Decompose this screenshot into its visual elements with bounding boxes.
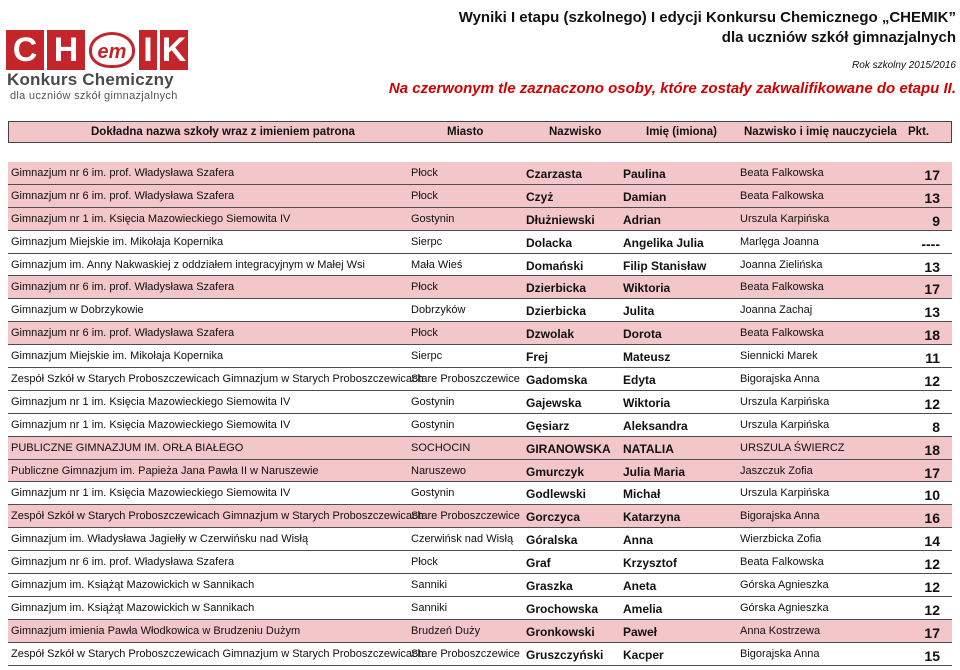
cell-points: 12 xyxy=(924,556,940,573)
qualification-note: Na czerwonym tle zaznaczono osoby, które zostały zakwalifikowane do etapu II. xyxy=(388,80,956,97)
cell-surname: Góralska xyxy=(526,533,578,548)
cell-surname: Gorczyca xyxy=(526,510,581,525)
cell-points: 8 xyxy=(932,418,940,435)
cell-surname: Gronkowski xyxy=(526,624,595,639)
cell-school: Gimnazjum nr 6 im. prof. Władysława Szafera xyxy=(11,556,235,569)
cell-school: Gimnazjum nr 1 im. Księcia Mazowieckiego Siemowita IV xyxy=(11,487,291,500)
cell-school: Zespół Szkół w Starych Proboszczewicach Gimnazjum w Starych Proboszczewicach xyxy=(11,647,424,660)
cell-city: Płock xyxy=(411,189,438,202)
cell-name: Amelia xyxy=(623,601,663,616)
cell-points: 17 xyxy=(924,624,940,641)
cell-teacher: Siennicki Marek xyxy=(740,350,818,363)
logo-letter-h: H xyxy=(47,30,85,70)
logo-letter-tiles xyxy=(6,30,188,70)
col-school: Dokładna nazwa szkoły wraz z imieniem patrona xyxy=(91,126,355,138)
table-row xyxy=(8,505,952,528)
cell-surname: Czarzasta xyxy=(526,167,583,181)
cell-school: Gimnazjum nr 6 im. prof. Władysława Szafera xyxy=(11,327,235,340)
cell-teacher: Bigorajska Anna xyxy=(740,510,820,523)
cell-school: Gimnazjum Miejskie im. Mikołaja Kopernika xyxy=(11,350,224,363)
cell-school: Gimnazjum nr 1 im. Księcia Mazowieckiego Siemowita IV xyxy=(11,212,291,225)
cell-surname: Gęsiarz xyxy=(526,418,570,433)
cell-name: Paulina xyxy=(623,167,666,181)
table-row xyxy=(8,597,952,620)
cell-city: Gostynin xyxy=(411,395,455,408)
cell-teacher: Marlęga Joanna xyxy=(740,235,819,248)
cell-name: Wiktoria xyxy=(623,395,671,410)
cell-teacher: Beata Falkowska xyxy=(740,167,824,179)
cell-surname: Gadomska xyxy=(526,373,588,388)
cell-school: Gimnazjum im. Książąt Mazowickich w Sannikach xyxy=(11,601,255,614)
cell-city: Stare Proboszczewice xyxy=(411,373,520,386)
cell-surname: Dolacka xyxy=(526,235,573,250)
cell-name: Filip Stanisław xyxy=(623,258,707,273)
table-header xyxy=(8,121,952,143)
school-year: Rok szkolny 2015/2016 xyxy=(852,60,956,71)
logo-letter-k: K xyxy=(161,31,187,69)
cell-city: Sanniki xyxy=(411,601,448,614)
table-row xyxy=(8,345,952,368)
cell-school: Gimnazjum w Dobrzykowie xyxy=(11,304,144,317)
cell-surname: Godlewski xyxy=(526,487,587,502)
table-row xyxy=(8,414,952,437)
cell-points: 12 xyxy=(924,395,940,412)
cell-city: Sanniki xyxy=(411,579,448,592)
cell-school: Gimnazjum im. Władysława Jagiełły w Czerwińsku nad Wisłą xyxy=(11,533,309,546)
table-row xyxy=(8,574,952,597)
cell-teacher: Bigorajska Anna xyxy=(740,647,820,660)
cell-teacher: Jaszczuk Zofia xyxy=(740,464,813,477)
logo-letter-em: em xyxy=(89,32,135,68)
cell-surname: Dzierbicka xyxy=(526,304,587,319)
table-row xyxy=(8,482,952,505)
table-row xyxy=(8,551,952,574)
cell-name: NATALIA xyxy=(623,441,674,456)
col-points: Pkt. xyxy=(908,126,930,138)
table-row xyxy=(8,185,952,208)
cell-teacher: Górska Agnieszka xyxy=(740,601,829,614)
cell-name: Edyta xyxy=(623,373,656,388)
logo-title: Konkurs Chemiczny xyxy=(7,70,174,89)
cell-points: 11 xyxy=(925,350,940,367)
cell-school: Gimnazjum nr 6 im. prof. Władysława Szafera xyxy=(11,189,235,202)
table-row xyxy=(8,299,952,322)
cell-surname: Dzwolak xyxy=(526,327,575,342)
cell-teacher: Beata Falkowska xyxy=(740,556,824,569)
logo-letter-i: I xyxy=(139,30,157,70)
cell-surname: Grochowska xyxy=(526,601,599,616)
cell-surname: Czyż xyxy=(526,189,554,204)
cell-name: Damian xyxy=(623,189,667,204)
cell-points: 16 xyxy=(924,510,940,527)
cell-school: Gimnazjum nr 1 im. Księcia Mazowieckiego Siemowita IV xyxy=(11,395,291,408)
cell-surname: Domański xyxy=(526,258,584,273)
cell-city: Mała Wieś xyxy=(411,258,463,271)
cell-teacher: Górska Agnieszka xyxy=(740,579,829,592)
table-row xyxy=(8,643,952,666)
logo-letter-c: C xyxy=(6,30,44,70)
cell-points: 10 xyxy=(924,487,940,504)
cell-school: Gimnazjum Miejskie im. Mikołaja Kopernika xyxy=(11,235,224,248)
cell-school: Gimnazjum nr 6 im. prof. Władysława Szafera xyxy=(11,281,235,294)
cell-points: ---- xyxy=(921,235,940,252)
cell-city: Gostynin xyxy=(411,487,455,500)
cell-name: Paweł xyxy=(623,624,658,639)
table-row xyxy=(8,391,952,414)
col-name: Imię (imiona) xyxy=(646,126,717,138)
cell-points: 14 xyxy=(924,533,940,550)
cell-school: Zespół Szkół w Starych Proboszczewicach Gimnazjum w Starych Proboszczewicach xyxy=(11,510,424,523)
cell-surname: Graszka xyxy=(526,579,573,594)
table-row xyxy=(8,162,952,185)
table-row xyxy=(8,368,952,391)
cell-city: Gostynin xyxy=(411,212,455,225)
cell-city: Płock xyxy=(411,327,438,340)
table-row xyxy=(8,276,952,299)
cell-city: Czerwińsk nad Wisłą xyxy=(411,533,514,546)
cell-school: Gimnazjum nr 1 im. Księcia Mazowieckiego Siemowita IV xyxy=(11,418,291,431)
results-table xyxy=(8,162,952,666)
cell-name: Katarzyna xyxy=(623,510,681,525)
cell-points: 13 xyxy=(924,304,940,321)
table-row xyxy=(8,208,952,231)
cell-name: Wiktoria xyxy=(623,281,671,296)
cell-points: 12 xyxy=(924,373,940,390)
cell-teacher: Bigorajska Anna xyxy=(740,373,820,386)
table-row xyxy=(8,620,952,643)
cell-school: Gimnazjum im. Książąt Mazowickich w Sannikach xyxy=(11,579,255,592)
cell-surname: Gruszczyński xyxy=(526,647,604,662)
cell-surname: Gmurczyk xyxy=(526,464,585,479)
cell-teacher: Urszula Karpińska xyxy=(740,487,830,500)
table-row xyxy=(8,437,952,460)
cell-city: Dobrzyków xyxy=(411,304,466,317)
cell-points: 18 xyxy=(924,441,940,458)
cell-city: Płock xyxy=(411,556,438,569)
cell-school: Gimnazjum imienia Pawła Włodkowica w Brudzeniu Dużym xyxy=(11,624,301,637)
cell-teacher: Beata Falkowska xyxy=(740,281,824,294)
table-row xyxy=(8,254,952,277)
cell-city: Brudzeń Duży xyxy=(411,624,481,637)
cell-city: Sierpc xyxy=(411,235,443,248)
cell-name: Aneta xyxy=(623,579,657,594)
cell-points: 13 xyxy=(924,189,940,206)
cell-surname: Graf xyxy=(526,556,551,571)
cell-city: Stare Proboszczewice xyxy=(411,510,520,523)
cell-city: Gostynin xyxy=(411,418,455,431)
cell-points: 9 xyxy=(932,212,940,229)
col-teacher: Nazwisko i imię nauczyciela xyxy=(744,126,897,138)
cell-name: Aleksandra xyxy=(623,418,688,433)
col-city: Miasto xyxy=(447,126,484,138)
cell-school: Publiczne Gimnazjum im. Papieża Jana Pawła II w Naruszewie xyxy=(11,464,319,477)
cell-name: Dorota xyxy=(623,327,662,342)
cell-points: 17 xyxy=(924,167,940,183)
cell-teacher: URSZULA ŚWIERCZ xyxy=(740,441,845,454)
cell-points: 15 xyxy=(924,647,940,664)
cell-teacher: Joanna Zielińska xyxy=(740,258,823,271)
cell-city: Płock xyxy=(411,167,438,179)
col-surname: Nazwisko xyxy=(549,126,602,138)
cell-teacher: Beata Falkowska xyxy=(740,189,824,202)
cell-surname: Frej xyxy=(526,350,549,365)
logo-subtitle: dla uczniów szkół gimnazjalnych xyxy=(10,90,178,102)
cell-school: Gimnazjum nr 6 im. prof. Władysława Szafera xyxy=(11,167,235,179)
cell-points: 17 xyxy=(924,281,940,298)
cell-city: Płock xyxy=(411,281,438,294)
cell-name: Michał xyxy=(623,487,661,502)
table-row xyxy=(8,231,952,254)
page-title-line1: Wyniki I etapu (szkolnego) I edycji Konkursu Chemicznego „CHEMIK” xyxy=(458,9,956,26)
cell-teacher: Anna Kostrzewa xyxy=(740,624,821,637)
cell-name: Angelika Julia xyxy=(623,235,704,250)
cell-surname: Gajewska xyxy=(526,395,582,410)
cell-teacher: Joanna Zachaj xyxy=(740,304,813,317)
cell-teacher: Urszula Karpińska xyxy=(740,418,830,431)
cell-school: Zespół Szkół w Starych Proboszczewicach Gimnazjum w Starych Proboszczewicach xyxy=(11,373,424,386)
cell-points: 18 xyxy=(924,327,940,344)
cell-surname: Dzierbicka xyxy=(526,281,587,296)
cell-points: 17 xyxy=(924,464,940,481)
chemik-logo xyxy=(6,22,188,104)
page-title-line2: dla uczniów szkół gimnazjalnych xyxy=(721,29,956,46)
cell-city: Sierpc xyxy=(411,350,443,363)
cell-school: Gimnazjum im. Anny Nakwaskiej z oddziałem integracyjnym w Małej Wsi xyxy=(11,258,365,271)
cell-name: Mateusz xyxy=(623,350,671,365)
cell-surname: GIRANOWSKA xyxy=(526,441,611,456)
cell-name: Krzysztof xyxy=(623,556,678,571)
cell-teacher: Urszula Karpińska xyxy=(740,212,830,225)
cell-name: Kacper xyxy=(623,647,664,662)
cell-points: 13 xyxy=(924,258,940,275)
cell-name: Julia Maria xyxy=(623,464,686,479)
cell-name: Julita xyxy=(623,304,655,319)
cell-points: 12 xyxy=(924,579,940,596)
cell-teacher: Wierzbicka Zofia xyxy=(740,533,822,546)
cell-city: Stare Proboszczewice xyxy=(411,647,520,660)
table-row xyxy=(8,460,952,483)
table-row xyxy=(8,528,952,551)
cell-city: SOCHOCIN xyxy=(411,441,471,454)
cell-school: PUBLICZNE GIMNAZJUM IM. ORŁA BIAŁEGO xyxy=(11,441,244,454)
cell-teacher: Urszula Karpińska xyxy=(740,395,830,408)
page-title xyxy=(459,8,956,48)
cell-name: Anna xyxy=(623,533,653,548)
cell-surname: Dłużniewski xyxy=(526,212,595,227)
cell-points: 12 xyxy=(924,601,940,618)
cell-city: Naruszewo xyxy=(411,464,467,477)
cell-name: Adrian xyxy=(623,212,662,227)
table-row xyxy=(8,322,952,345)
cell-teacher: Beata Falkowska xyxy=(740,327,824,340)
